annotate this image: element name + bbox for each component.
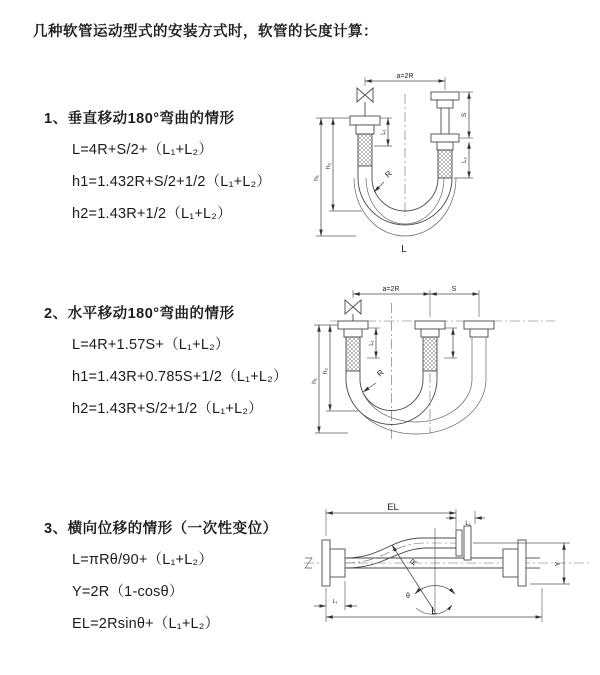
right-braided-hose — [438, 150, 452, 178]
section-3-formula-EL: EL=2Rsinθ+（L₁+L₂） — [72, 616, 220, 632]
left-braided-hose — [346, 337, 360, 371]
right-flange-upper — [431, 92, 459, 100]
radius-leader — [363, 383, 376, 392]
hose-centerline — [345, 543, 456, 563]
left-braided-hose — [358, 134, 372, 166]
dim-label-y: Y — [555, 561, 562, 567]
hose-b-outer — [346, 337, 486, 434]
vertical-180-bend-diagram — [300, 66, 570, 264]
section-1-heading: 1、垂直移动180°弯曲的情形 — [44, 111, 235, 127]
right-flange-moved — [464, 321, 494, 329]
radius-line — [392, 545, 435, 612]
dim-label-l2: L₂ — [462, 157, 468, 163]
page-title: 几种软管运动型式的安装方式时，软管的长度计算： — [33, 24, 378, 40]
horizontal-180-bend-diagram — [300, 281, 595, 466]
dim-label-a2r: a=2R — [382, 286, 400, 293]
radius-label: R — [383, 168, 394, 180]
dim-label-l1-left: L₁ — [332, 599, 338, 605]
section-2-formula-L: L=4R+1.57S+（L₁+L₂） — [72, 337, 230, 353]
length-label: L — [401, 244, 407, 255]
lateral-displacement-diagram — [298, 496, 600, 664]
right-flange — [503, 549, 518, 577]
section-3-heading: 3、横向位移的情形（一次性变位） — [44, 521, 278, 537]
dim-label-h2: h₂ — [322, 367, 329, 375]
dim-label-l: L — [431, 606, 437, 617]
section-2-heading: 2、水平移动180°弯曲的情形 — [44, 306, 235, 322]
radius-label: R — [375, 367, 386, 379]
section-1-formula-h1: h1=1.432R+S/2+1/2（L₁+L₂） — [72, 174, 272, 190]
section-3-formula-Y: Y=2R（1-cosθ） — [72, 584, 184, 600]
dim-label-s: S — [461, 112, 468, 118]
hose-b-inner — [360, 337, 472, 422]
dim-label-h1: h₁ — [313, 175, 320, 181]
middle-flange — [415, 321, 445, 329]
section-3-formula-L: L=πRθ/90+（L₁+L₂） — [72, 552, 214, 568]
section-2-formula-h2: h2=1.43R+S/2+1/2（L₁+L₂） — [72, 401, 263, 417]
dim-label-h2: h₂ — [325, 162, 332, 170]
left-flange — [338, 321, 368, 329]
right-flange-lower — [431, 134, 459, 142]
dim-label-l1-top: L₁ — [465, 521, 471, 527]
dim-label-l1: L₁ — [369, 340, 375, 346]
dim-label-s: S — [451, 286, 457, 293]
dim-label-l1: L₁ — [381, 129, 387, 135]
left-flange — [350, 116, 380, 125]
left-flange — [322, 540, 330, 586]
section-2-formula-h1: h1=1.43R+0.785S+1/2（L₁+L₂） — [72, 369, 288, 385]
radius-leader — [374, 182, 384, 192]
radius-label: R — [408, 557, 419, 568]
angle-label: θ — [406, 593, 410, 600]
dim-label-a2r: a=2R — [396, 73, 414, 80]
valve-icon — [357, 88, 373, 102]
valve-icon — [345, 300, 361, 314]
displaced-flange — [456, 530, 462, 556]
middle-braided-hose — [423, 337, 437, 371]
section-1-formula-h2: h2=1.43R+1/2（L₁+L₂） — [72, 206, 232, 222]
section-1-formula-L: L=4R+S/2+（L₁+L₂） — [72, 142, 214, 158]
dim-label-el: EL — [387, 502, 399, 513]
dim-label-h1: h₁ — [311, 378, 318, 384]
